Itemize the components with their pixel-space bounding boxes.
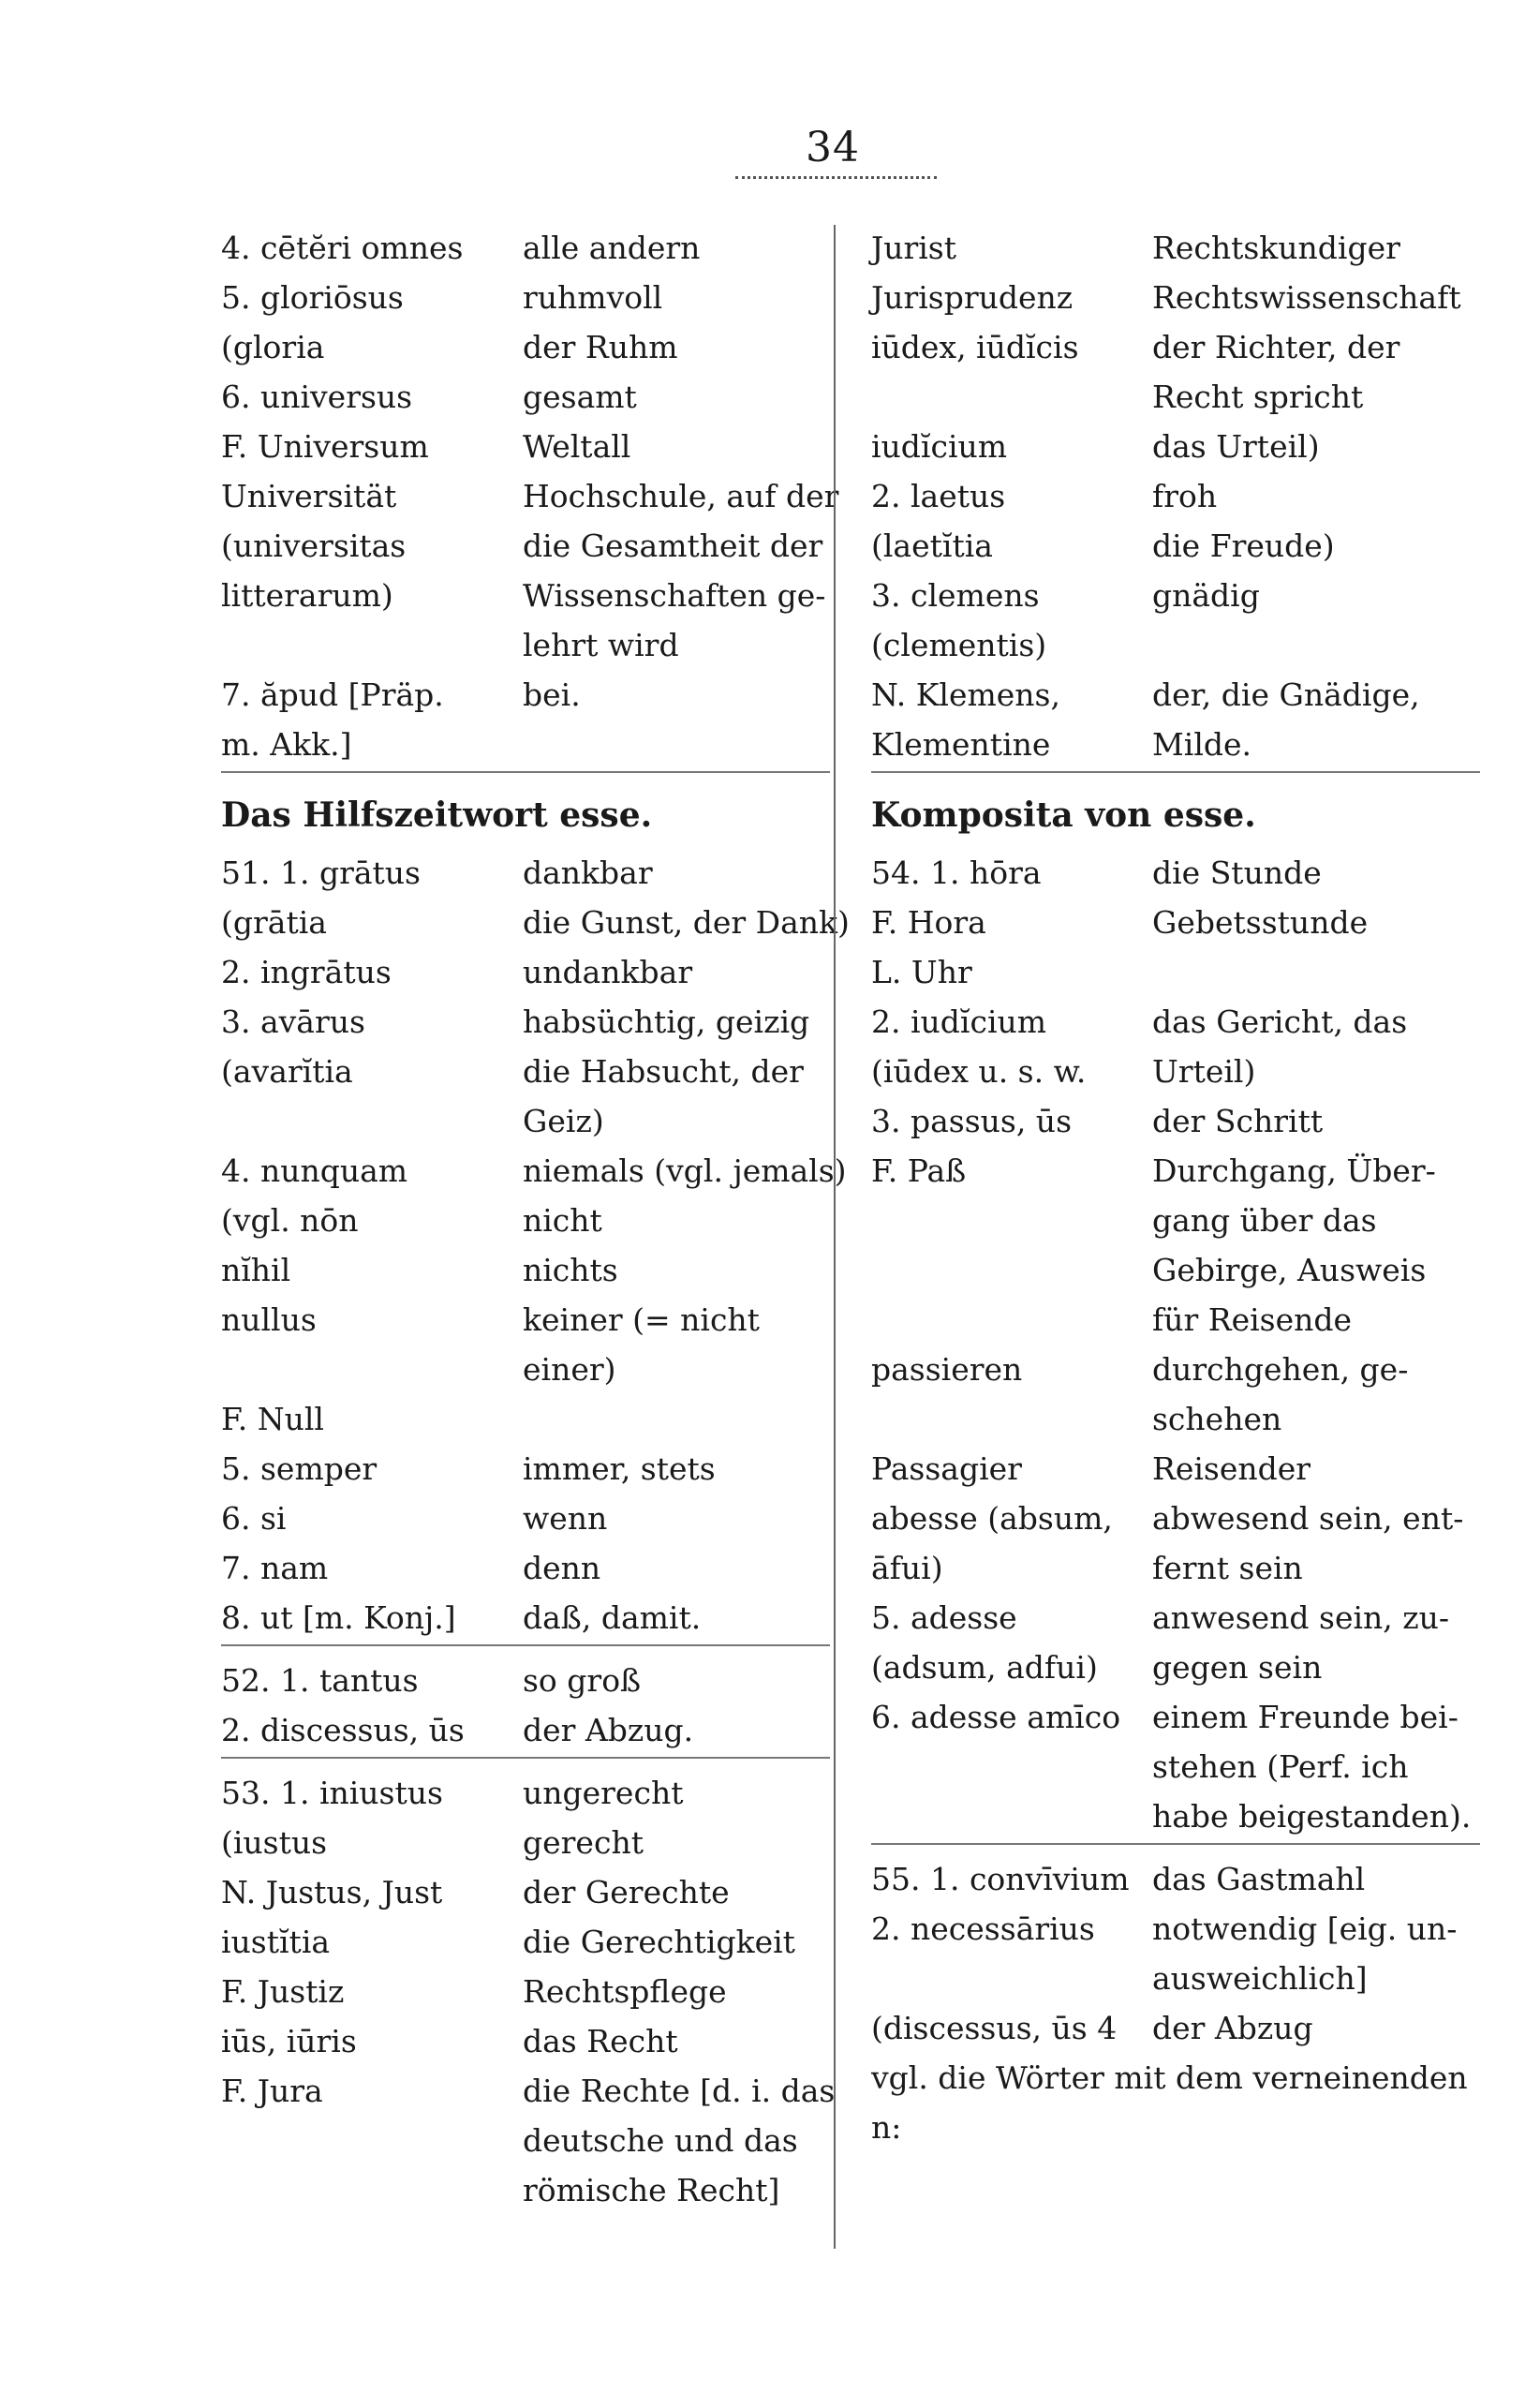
vocab-row [871, 1444, 1480, 1494]
german-translation: immer, stets [523, 1450, 716, 1487]
vocab-row [221, 322, 830, 372]
vocab-row [221, 1146, 847, 1196]
latin-term: 5. gloriōsus [221, 279, 404, 316]
vocab-row [871, 1742, 1480, 1791]
page-number-ornament [735, 176, 937, 179]
latin-term: 7. ăpud [Präp. [221, 676, 444, 713]
vocab-row [221, 372, 830, 422]
german-translation: nichts [523, 1252, 618, 1288]
vocab-row [221, 1818, 830, 1867]
vocab-row [871, 1791, 1480, 1841]
vocab-row [871, 1196, 1480, 1245]
vocab-row [871, 898, 1480, 947]
german-translation: keiner (= nicht [523, 1301, 760, 1338]
latin-term: nĭhil [221, 1252, 291, 1288]
section-rule [871, 1843, 1480, 1845]
german-translation: Weltall [523, 428, 631, 465]
latin-term: (iūdex u. s. w. [871, 1053, 1087, 1090]
latin-term: 55. 1. convīvium [871, 1861, 1130, 1897]
german-translation: der Richter, der [1152, 329, 1400, 365]
german-translation: alle andern [523, 230, 701, 266]
german-translation: Wissenschaften ge- [523, 577, 826, 614]
latin-term: 6. universus [221, 379, 413, 415]
latin-term: 5. semper [221, 1450, 378, 1487]
latin-term: n: [871, 2109, 902, 2146]
section-heading: Das Hilfszeitwort esse. [221, 795, 653, 835]
german-translation: daß, damit. [523, 1599, 702, 1636]
vocab-row [871, 670, 1480, 720]
latin-term: N. Justus, Just [221, 1874, 443, 1910]
german-translation: Gebirge, Ausweis [1152, 1252, 1427, 1288]
latin-term: 8. ut [m. Konj.] [221, 1599, 456, 1636]
vocab-row [221, 1196, 830, 1245]
latin-term: 3. clemens [871, 577, 1040, 614]
german-translation: ungerecht [523, 1775, 684, 1811]
latin-term: F. Null [221, 1401, 324, 1437]
latin-term: (discessus, ūs 4 [871, 2010, 1118, 2046]
vocab-row [221, 521, 830, 571]
german-translation: gesamt [523, 379, 637, 415]
latin-term: F. Universum [221, 428, 429, 465]
vocab-row [871, 1345, 1480, 1394]
latin-term: iūs, iūris [221, 2023, 357, 2059]
german-translation: ruhmvoll [523, 279, 663, 316]
german-translation: nicht [523, 1202, 602, 1239]
latin-term: 6. adesse amīco [871, 1699, 1121, 1735]
german-translation: gnädig [1152, 577, 1260, 614]
vocab-row [871, 422, 1480, 471]
vocab-row [871, 1692, 1480, 1742]
german-translation: Gebetsstunde [1152, 904, 1369, 941]
german-translation: Durchgang, Über- [1152, 1152, 1436, 1189]
german-translation: die Freude) [1152, 528, 1335, 564]
latin-term: 52. 1. tantus [221, 1662, 419, 1699]
vocab-row [221, 997, 830, 1047]
latin-term: 3. avārus [221, 1003, 365, 1040]
vocab-row [871, 322, 1480, 372]
latin-term: (universitas [221, 528, 407, 564]
latin-term: litterarum) [221, 577, 393, 614]
german-translation: froh [1152, 478, 1218, 514]
vocab-row [221, 1543, 830, 1593]
vocab-row [221, 571, 830, 620]
latin-term: 2. ingrātus [221, 954, 392, 990]
german-translation: ausweichlich] [1152, 1960, 1368, 1997]
german-translation: der Gerechte [523, 1874, 730, 1910]
vocab-row [221, 1295, 830, 1345]
vocab-row [871, 223, 1480, 273]
latin-term: F. Justiz [221, 1973, 345, 2010]
vocab-row [221, 620, 830, 670]
latin-term: (gloria [221, 329, 325, 365]
latin-term: 4. nunquam [221, 1152, 408, 1189]
vocab-row [871, 273, 1480, 322]
german-translation: das Recht [523, 2023, 678, 2059]
vocab-row [221, 1096, 830, 1146]
section-rule [221, 771, 830, 773]
german-translation: abwesend sein, ent- [1152, 1500, 1464, 1537]
german-translation: Rechtskundiger [1152, 230, 1400, 266]
german-translation: anwesend sein, zu- [1152, 1599, 1450, 1636]
vocab-row [871, 620, 1480, 670]
vocab-row [871, 471, 1480, 521]
latin-term: (adsum, adfui) [871, 1649, 1098, 1686]
vocab-row [221, 1444, 830, 1494]
german-translation: Recht spricht [1152, 379, 1364, 415]
vocab-row [871, 997, 1480, 1047]
latin-term: abesse (absum, [871, 1500, 1113, 1537]
column-divider [834, 225, 836, 2249]
vocab-row [871, 1494, 1480, 1543]
latin-term: iudĭcium [871, 428, 1008, 465]
latin-term: vgl. die Wörter mit dem verneinenden [871, 2059, 1468, 2096]
german-translation: der Ruhm [523, 329, 678, 365]
latin-term: 5. adesse [871, 1599, 1017, 1636]
vocab-row [221, 471, 839, 521]
latin-term: (grātia [221, 904, 327, 941]
latin-term: 4. cētĕri omnes [221, 230, 464, 266]
german-translation: die Rechte [d. i. das [523, 2073, 836, 2109]
german-translation: Rechtswissenschaft [1152, 279, 1461, 316]
german-translation: habsüchtig, geizig [523, 1003, 810, 1040]
latin-term: 6. si [221, 1500, 287, 1537]
vocab-row [221, 2116, 830, 2165]
german-translation: Hochschule, auf der [523, 478, 839, 514]
vocab-row [221, 898, 850, 947]
latin-term: F. Hora [871, 904, 986, 941]
page-number: 34 [806, 124, 860, 171]
vocab-row [221, 1967, 830, 2016]
german-translation: undankbar [523, 954, 693, 990]
german-translation: der, die Gnädige, [1152, 676, 1420, 713]
german-translation: die Gesamtheit der [523, 528, 823, 564]
german-translation: Milde. [1152, 726, 1252, 763]
german-translation: einer) [523, 1351, 616, 1388]
german-translation: fernt sein [1152, 1550, 1303, 1586]
vocab-row [221, 1768, 830, 1818]
german-translation: das Gastmahl [1152, 1861, 1366, 1897]
german-translation: der Abzug. [523, 1712, 694, 1748]
vocab-row [221, 1345, 830, 1394]
german-translation: deutsche und das [523, 2122, 798, 2159]
german-translation: gang über das [1152, 1202, 1377, 1239]
german-translation: lehrt wird [523, 627, 679, 663]
vocab-row [871, 1543, 1480, 1593]
latin-term: L. Uhr [871, 954, 972, 990]
german-translation: denn [523, 1550, 601, 1586]
german-translation: das Urteil) [1152, 428, 1320, 465]
latin-term: Jurisprudenz [871, 279, 1074, 316]
vocab-row [221, 1705, 830, 1755]
vocab-row [221, 947, 830, 997]
latin-term: N. Klemens, [871, 676, 1060, 713]
german-translation: gerecht [523, 1824, 644, 1861]
vocab-row [871, 2053, 1480, 2103]
latin-term: Universität [221, 478, 397, 514]
german-translation: stehen (Perf. ich [1152, 1748, 1409, 1785]
vocab-row [221, 223, 830, 273]
german-translation: durchgehen, ge- [1152, 1351, 1409, 1388]
vocab-row [871, 1642, 1480, 1692]
vocab-row [871, 1047, 1480, 1096]
vocab-row [221, 273, 830, 322]
latin-term: passieren [871, 1351, 1023, 1388]
vocab-row [221, 848, 830, 898]
german-translation: der Abzug [1152, 2010, 1313, 2046]
vocab-row [221, 1494, 830, 1543]
latin-term: 51. 1. grātus [221, 855, 421, 891]
german-translation: die Gerechtigkeit [523, 1924, 795, 1960]
german-translation: für Reisende [1152, 1301, 1353, 1338]
german-translation: schehen [1152, 1401, 1282, 1437]
latin-term: (avarĭtia [221, 1053, 353, 1090]
vocab-row [221, 1394, 830, 1444]
section-heading: Komposita von esse. [871, 795, 1256, 835]
latin-term: 7. nam [221, 1550, 329, 1586]
vocab-row [871, 521, 1480, 571]
german-translation: einem Freunde bei- [1152, 1699, 1459, 1735]
vocab-row [871, 1904, 1480, 1954]
german-translation: römische Recht] [523, 2172, 780, 2208]
german-translation: Rechtspflege [523, 1973, 727, 2010]
latin-term: iustĭtia [221, 1924, 331, 1960]
vocab-row [221, 670, 830, 720]
german-translation: wenn [523, 1500, 608, 1537]
latin-term: nullus [221, 1301, 317, 1338]
vocab-row [871, 720, 1480, 769]
vocab-row [871, 1295, 1480, 1345]
vocab-row [871, 848, 1480, 898]
vocab-row [221, 2016, 830, 2066]
latin-term: 53. 1. iniustus [221, 1775, 443, 1811]
latin-term: 2. laetus [871, 478, 1006, 514]
vocab-row [871, 1096, 1480, 1146]
latin-term: Klementine [871, 726, 1051, 763]
vocab-row [871, 1245, 1480, 1295]
vocab-row [871, 2003, 1480, 2053]
german-translation: notwendig [eig. un- [1152, 1910, 1458, 1947]
german-translation: so groß [523, 1662, 642, 1699]
latin-term: F. Paß [871, 1152, 967, 1189]
vocab-row [221, 422, 830, 471]
latin-term: 3. passus, ūs [871, 1103, 1073, 1139]
latin-term: m. Akk.] [221, 726, 352, 763]
latin-term: (iustus [221, 1824, 328, 1861]
section-rule [871, 771, 1480, 773]
latin-term: 54. 1. hōra [871, 855, 1042, 891]
german-translation: die Habsucht, der [523, 1053, 804, 1090]
vocab-row [871, 1146, 1480, 1196]
vocab-row [221, 1245, 830, 1295]
german-translation: bei. [523, 676, 581, 713]
german-translation: das Gericht, das [1152, 1003, 1408, 1040]
latin-term: F. Jura [221, 2073, 323, 2109]
latin-term: iūdex, iūdĭcis [871, 329, 1079, 365]
latin-term: Jurist [871, 230, 957, 266]
vocab-row [221, 1917, 830, 1967]
german-translation: Reisender [1152, 1450, 1311, 1487]
latin-term: (clementis) [871, 627, 1047, 663]
vocab-row [871, 571, 1480, 620]
section-rule [221, 1757, 830, 1759]
vocab-row [221, 720, 830, 769]
latin-term: (laetĭtia [871, 528, 993, 564]
vocab-row [871, 1954, 1480, 2003]
latin-term: āfui) [871, 1550, 943, 1586]
vocab-row [871, 372, 1480, 422]
vocab-row [221, 1867, 830, 1917]
latin-term: (vgl. nōn [221, 1202, 359, 1239]
vocab-row [871, 2103, 1480, 2152]
latin-term: 2. iudĭcium [871, 1003, 1047, 1040]
german-translation: Geiz) [523, 1103, 604, 1139]
vocab-row [871, 1854, 1480, 1904]
german-translation: die Gunst, der Dank) [523, 904, 850, 941]
german-translation: gegen sein [1152, 1649, 1323, 1686]
german-translation: habe beigestanden). [1152, 1798, 1472, 1835]
right-column [871, 223, 1480, 2152]
left-column [221, 223, 850, 2215]
german-translation: Urteil) [1152, 1053, 1256, 1090]
latin-term: Passagier [871, 1450, 1022, 1487]
vocab-row [221, 1047, 830, 1096]
german-translation: dankbar [523, 855, 653, 891]
vocab-row [221, 1593, 830, 1642]
vocab-row [221, 1656, 830, 1705]
vocab-row [871, 947, 1480, 997]
german-translation: die Stunde [1152, 855, 1322, 891]
vocab-row [221, 2066, 836, 2116]
german-translation: niemals (vgl. jemals) [523, 1152, 847, 1189]
vocab-row [221, 2165, 830, 2215]
section-rule [221, 1644, 830, 1646]
vocab-row [871, 1394, 1480, 1444]
latin-term: 2. discessus, ūs [221, 1712, 465, 1748]
german-translation: der Schritt [1152, 1103, 1324, 1139]
latin-term: 2. necessārius [871, 1910, 1095, 1947]
vocab-row [871, 1593, 1480, 1642]
